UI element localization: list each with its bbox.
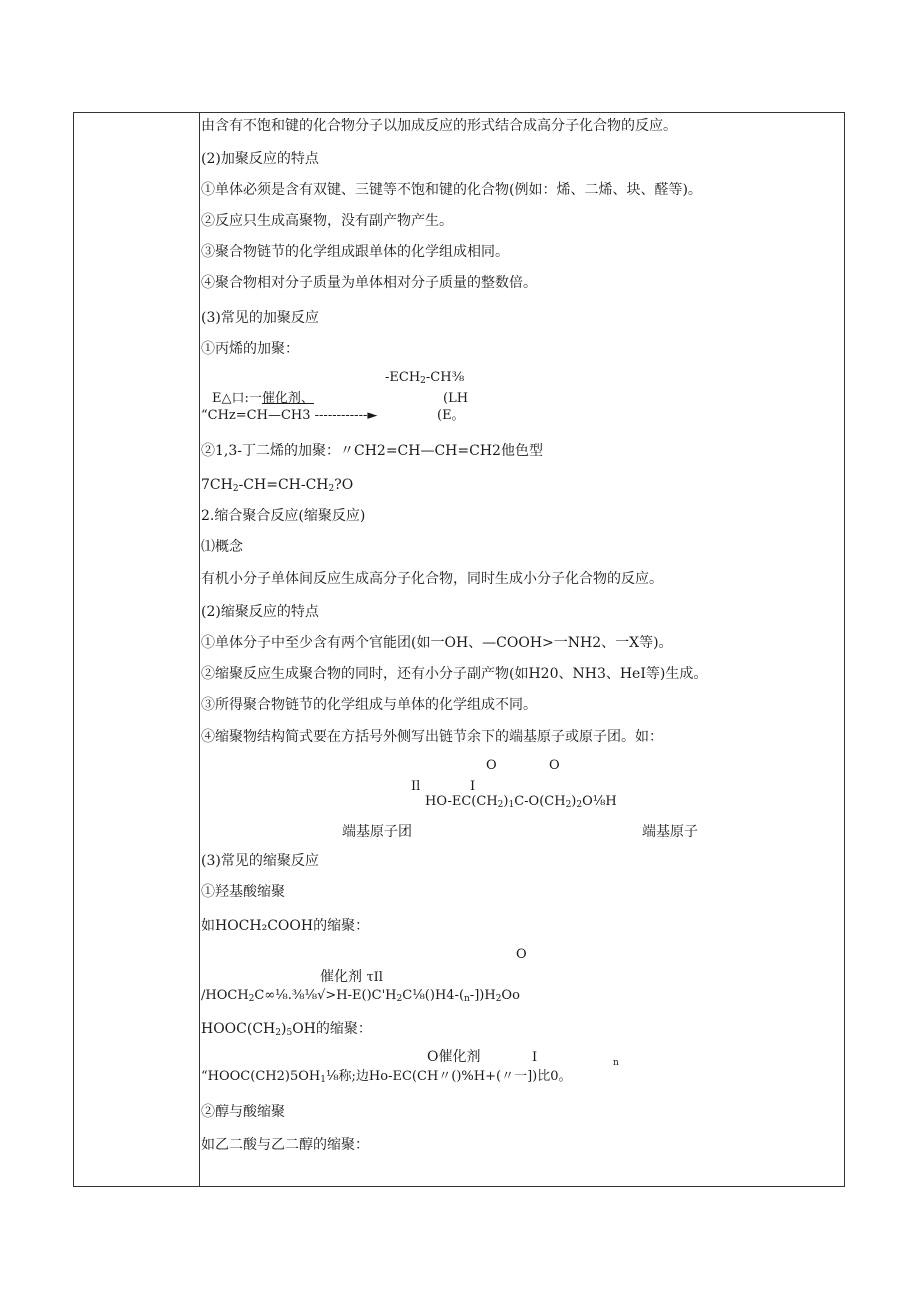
propylene-title: ①丙烯的加聚：	[201, 341, 299, 357]
example-carbonyl-o-2: O	[549, 758, 560, 773]
acid-alcohol-intro: 如乙二酸与乙二醇的缩聚：	[201, 1137, 369, 1153]
label-end-group: 端基原子团	[342, 824, 412, 840]
addition-feature-2: ②反应只生成高聚物，没有副产物产生。	[201, 213, 453, 229]
condensation-feature-1: ①单体分子中至少含有两个官能团(如一OH、—COOH>一NH2、一X等)。	[201, 635, 673, 651]
butadiene-equation: ②1,3-丁二烯的加聚：〃CH2=CH—CH=CH2他色型	[201, 443, 543, 459]
addition-feature-1: ①单体必须是含有双键、三键等不饱和键的化合物(例如：烯、二烯、块、醛等)。	[201, 182, 702, 198]
label-end-atom: 端基原子	[642, 824, 698, 840]
common-addition-title: (3)常见的加聚反应	[201, 310, 319, 326]
hydroxy-equation: $/HOCH_2C\infty\frac{1}{8}.\frac{3}{8}\frac{1}{8}√>H-E()C'H_2C\frac{1}{8}()H4-(_n-])H_2Oo$	[201, 988, 520, 1004]
propylene-branch: (LH	[443, 391, 469, 406]
addition-feature-3: ③聚合物链节的化学组成跟单体的化学组成相同。	[201, 244, 509, 260]
propylene-condition: E△口:一催化剂、	[212, 391, 314, 406]
concept-text: 有机小分子单体间反应生成高分子化合物，同时生成小分子化合物的反应。	[201, 571, 663, 587]
hydroxy-acid-title: ①羟基酸缩聚	[201, 884, 285, 900]
column-divider	[199, 112, 200, 1187]
hooc-catalyst: O催化剂	[427, 1049, 481, 1065]
addition-feature-4: ④聚合物相对分子质量为单体相对分子质量的整数倍。	[201, 275, 537, 291]
acid-alcohol-title: ②醇与酸缩聚	[201, 1104, 285, 1120]
condensation-heading: 2.缩合聚合反应(缩聚反应)	[201, 508, 366, 524]
hooc-n-mark: n	[613, 1058, 619, 1068]
addition-features-title: (2)加聚反应的特点	[201, 151, 319, 167]
condensation-feature-3: ③所得聚合物链节的化学组成与单体的化学组成不同。	[201, 697, 537, 713]
concept-title: ⑴概念	[201, 539, 243, 555]
condensation-feature-4: ④缩聚物结构简式要在方括号外侧写出链节余下的端基原子或原子团。如：	[201, 729, 663, 745]
addition-definition: 由含有不饱和键的化合物分子以加成反应的形式结合成高分子化合物的反应。	[201, 118, 677, 134]
hydroxy-catalyst: 催化剂 τIl	[320, 969, 383, 985]
propylene-branch-end: (E。	[437, 408, 465, 423]
propylene-product-top: $-ECH_2$-CH⅜	[385, 370, 465, 386]
butadiene-product: $7CH_2-CH=CH-CH_2?O$	[201, 477, 354, 494]
common-condensation-title: (3)常见的缩聚反应	[201, 853, 319, 869]
hooc-intro: $HOOC(CH_2)_5OH$的缩聚：	[201, 1021, 372, 1038]
hydroxy-acid-intro: 如HOCH₂COOH的缩聚：	[201, 918, 370, 934]
condensation-feature-2: ②缩聚反应生成聚合物的同时，还有小分子副产物(如H20、NH3、HeI等)生成。	[201, 666, 708, 682]
propylene-reactant: “CHz=CH—CH3 ------------►	[201, 408, 378, 423]
example-carbonyl-o-1: O	[486, 758, 497, 773]
example-double-bond-2: I	[470, 779, 476, 794]
hooc-equation: “$HOOC(CH2)5OH_1\frac{1}{8}$称;边Ho-EC(CH〃()%H+(〃一])比0。	[201, 1069, 572, 1085]
hydroxy-carbonyl-o: O	[516, 947, 527, 962]
example-formula: $HO-EC(CH_2)_1C-O(CH_2)_2O\frac{1}{8}H$	[425, 794, 617, 810]
hooc-bond-mark: I	[532, 1050, 538, 1065]
condensation-features-title: (2)缩聚反应的特点	[201, 604, 319, 620]
example-double-bond-1: Il	[411, 779, 421, 794]
